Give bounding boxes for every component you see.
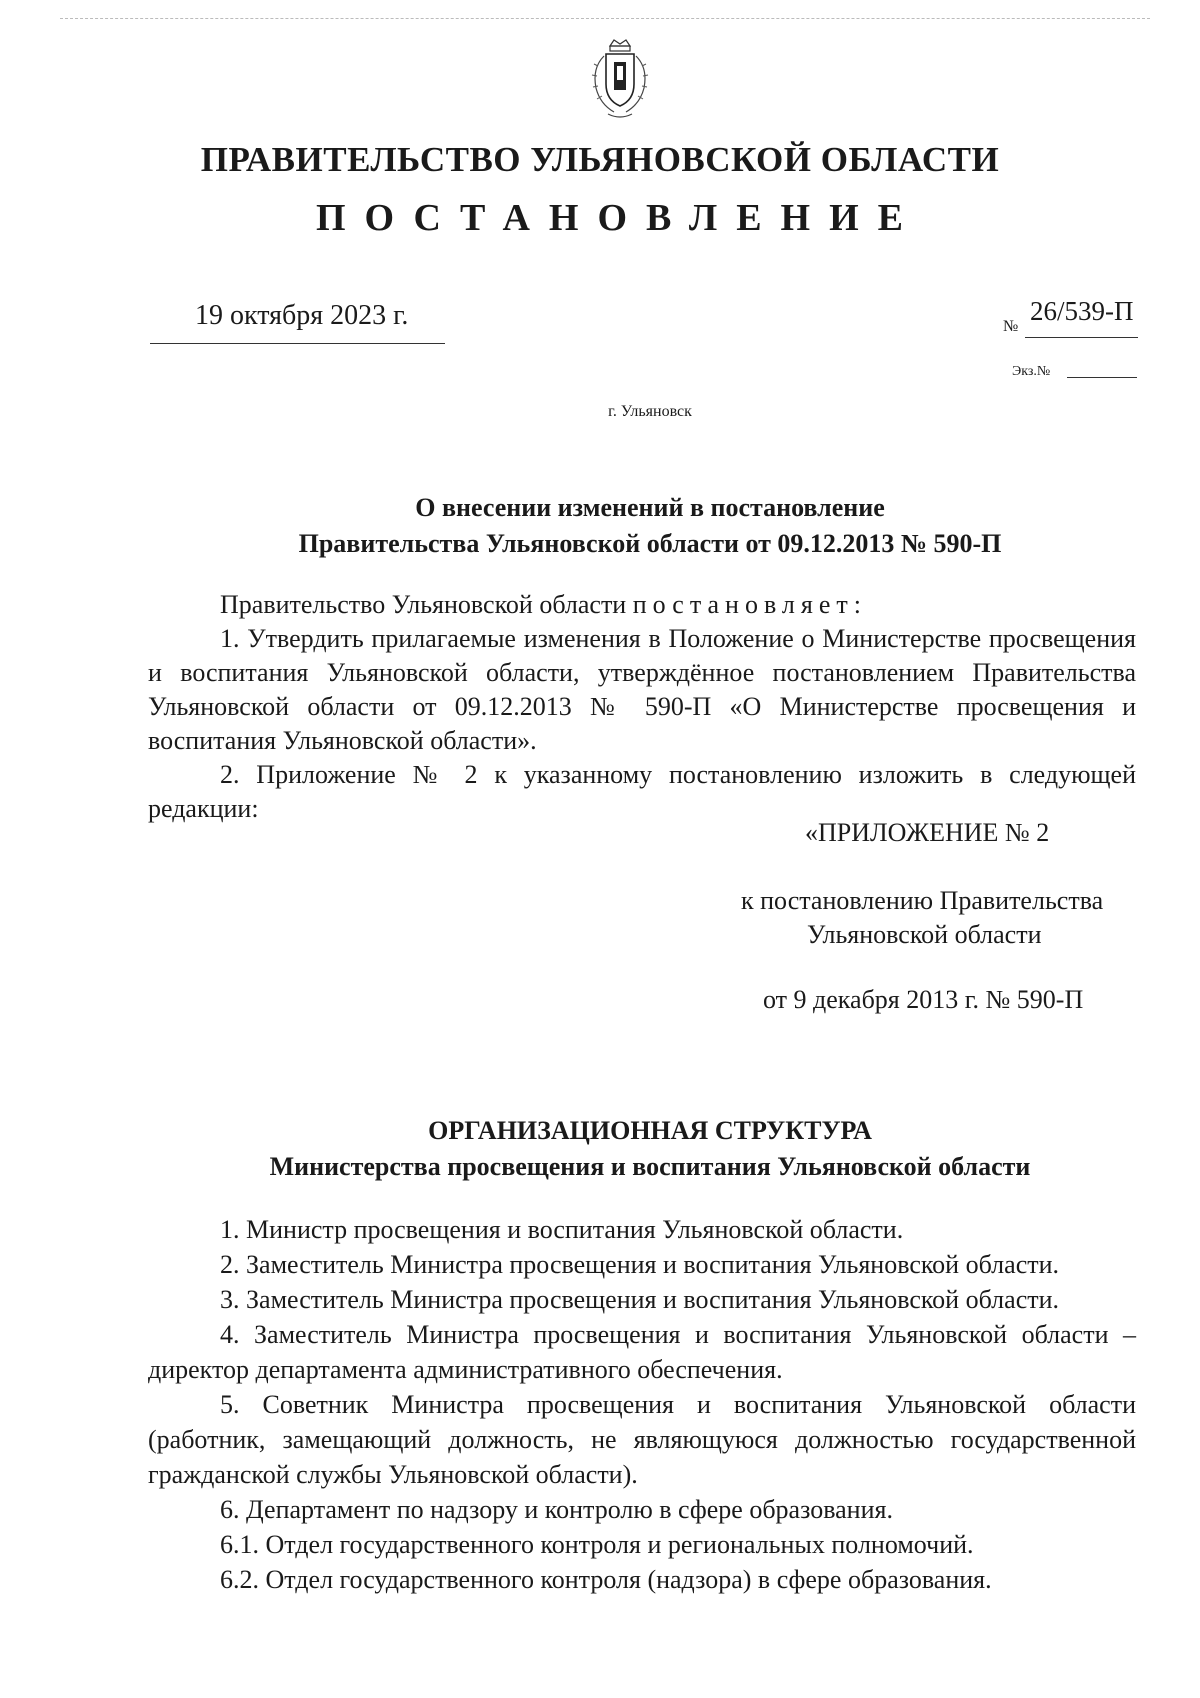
list-item: 2. Заместитель Министра просвещения и воспитания Ульяновской области. xyxy=(220,1250,1060,1279)
date-underline xyxy=(150,343,445,344)
number-sign: № xyxy=(1003,318,1019,335)
coat-of-arms-emblem xyxy=(588,38,652,124)
document-date: 19 октября 2023 г. xyxy=(195,300,409,331)
preamble-verb: постановляет xyxy=(632,590,854,619)
body-item-1: 1. Утвердить прилагаемые изменения в Положение о Министерстве просвещения и воспитания Ульяновской области, утверждённое постановлением Правительства Ульяновской области от 09.12.2013 № 590-П «О Министерстве просвещения и воспитания Ульяновской области». xyxy=(148,624,1136,755)
structure-title: ОРГАНИЗАЦИОННАЯ СТРУКТУРА xyxy=(428,1116,872,1145)
subject-line-2: Правительства Ульяновской области от 09.12.2013 № 590-П xyxy=(298,529,1002,558)
appendix-line-1: к постановлению Правительства xyxy=(741,886,1104,915)
city: г. Ульяновск xyxy=(608,403,692,420)
body-item-2: 2. Приложение № 2 к указанному постановлению изложить в следующей редакции: xyxy=(148,760,1136,823)
scan-edge-mark xyxy=(60,18,1150,19)
organization-title: ПРАВИТЕЛЬСТВО УЛЬЯНОВСКОЙ ОБЛАСТИ xyxy=(200,140,1000,179)
copy-number-underline xyxy=(1067,377,1137,378)
list-item: 4. Заместитель Министра просвещения и воспитания Ульяновской области – директор департамента административного обеспечения. xyxy=(148,1320,1136,1384)
list-item: 3. Заместитель Министра просвещения и воспитания Ульяновской области. xyxy=(220,1285,1060,1314)
document-number: 26/539-П xyxy=(1030,296,1134,326)
structure-list xyxy=(148,1212,1136,1597)
list-item: 6.1. Отдел государственного контроля и региональных полномочий. xyxy=(220,1530,974,1559)
preamble-end: : xyxy=(853,590,861,619)
document-body xyxy=(148,588,1136,826)
appendix-line-3: от 9 декабря 2013 г. № 590-П xyxy=(763,985,1084,1014)
appendix-line-2: Ульяновской области xyxy=(807,920,1042,949)
copy-number-label: Экз.№ xyxy=(1012,364,1051,379)
list-item: 5. Советник Министра просвещения и воспитания Ульяновской области (работник, замещающий должность, не являющуюся должностью государственной гражданской службы Ульяновской области). xyxy=(148,1390,1136,1489)
structure-heading xyxy=(0,1113,1200,1185)
preamble-text: Правительство Ульяновской области xyxy=(220,590,633,619)
list-item: 6. Департамент по надзору и контролю в сфере образования. xyxy=(220,1495,893,1524)
appendix-title: «ПРИЛОЖЕНИЕ № 2 xyxy=(805,818,1050,847)
structure-subtitle: Министерства просвещения и воспитания Ульяновской области xyxy=(269,1152,1031,1181)
list-item: 1. Министр просвещения и воспитания Ульяновской области. xyxy=(220,1215,904,1244)
number-underline xyxy=(1025,337,1138,338)
list-item: 6.2. Отдел государственного контроля (надзора) в сфере образования. xyxy=(220,1565,992,1594)
document-subject xyxy=(0,490,1200,562)
preamble xyxy=(148,588,1136,622)
document-type: ПОСТАНОВЛЕНИЕ xyxy=(315,197,923,239)
subject-line-1: О внесении изменений в постановление xyxy=(415,493,885,522)
